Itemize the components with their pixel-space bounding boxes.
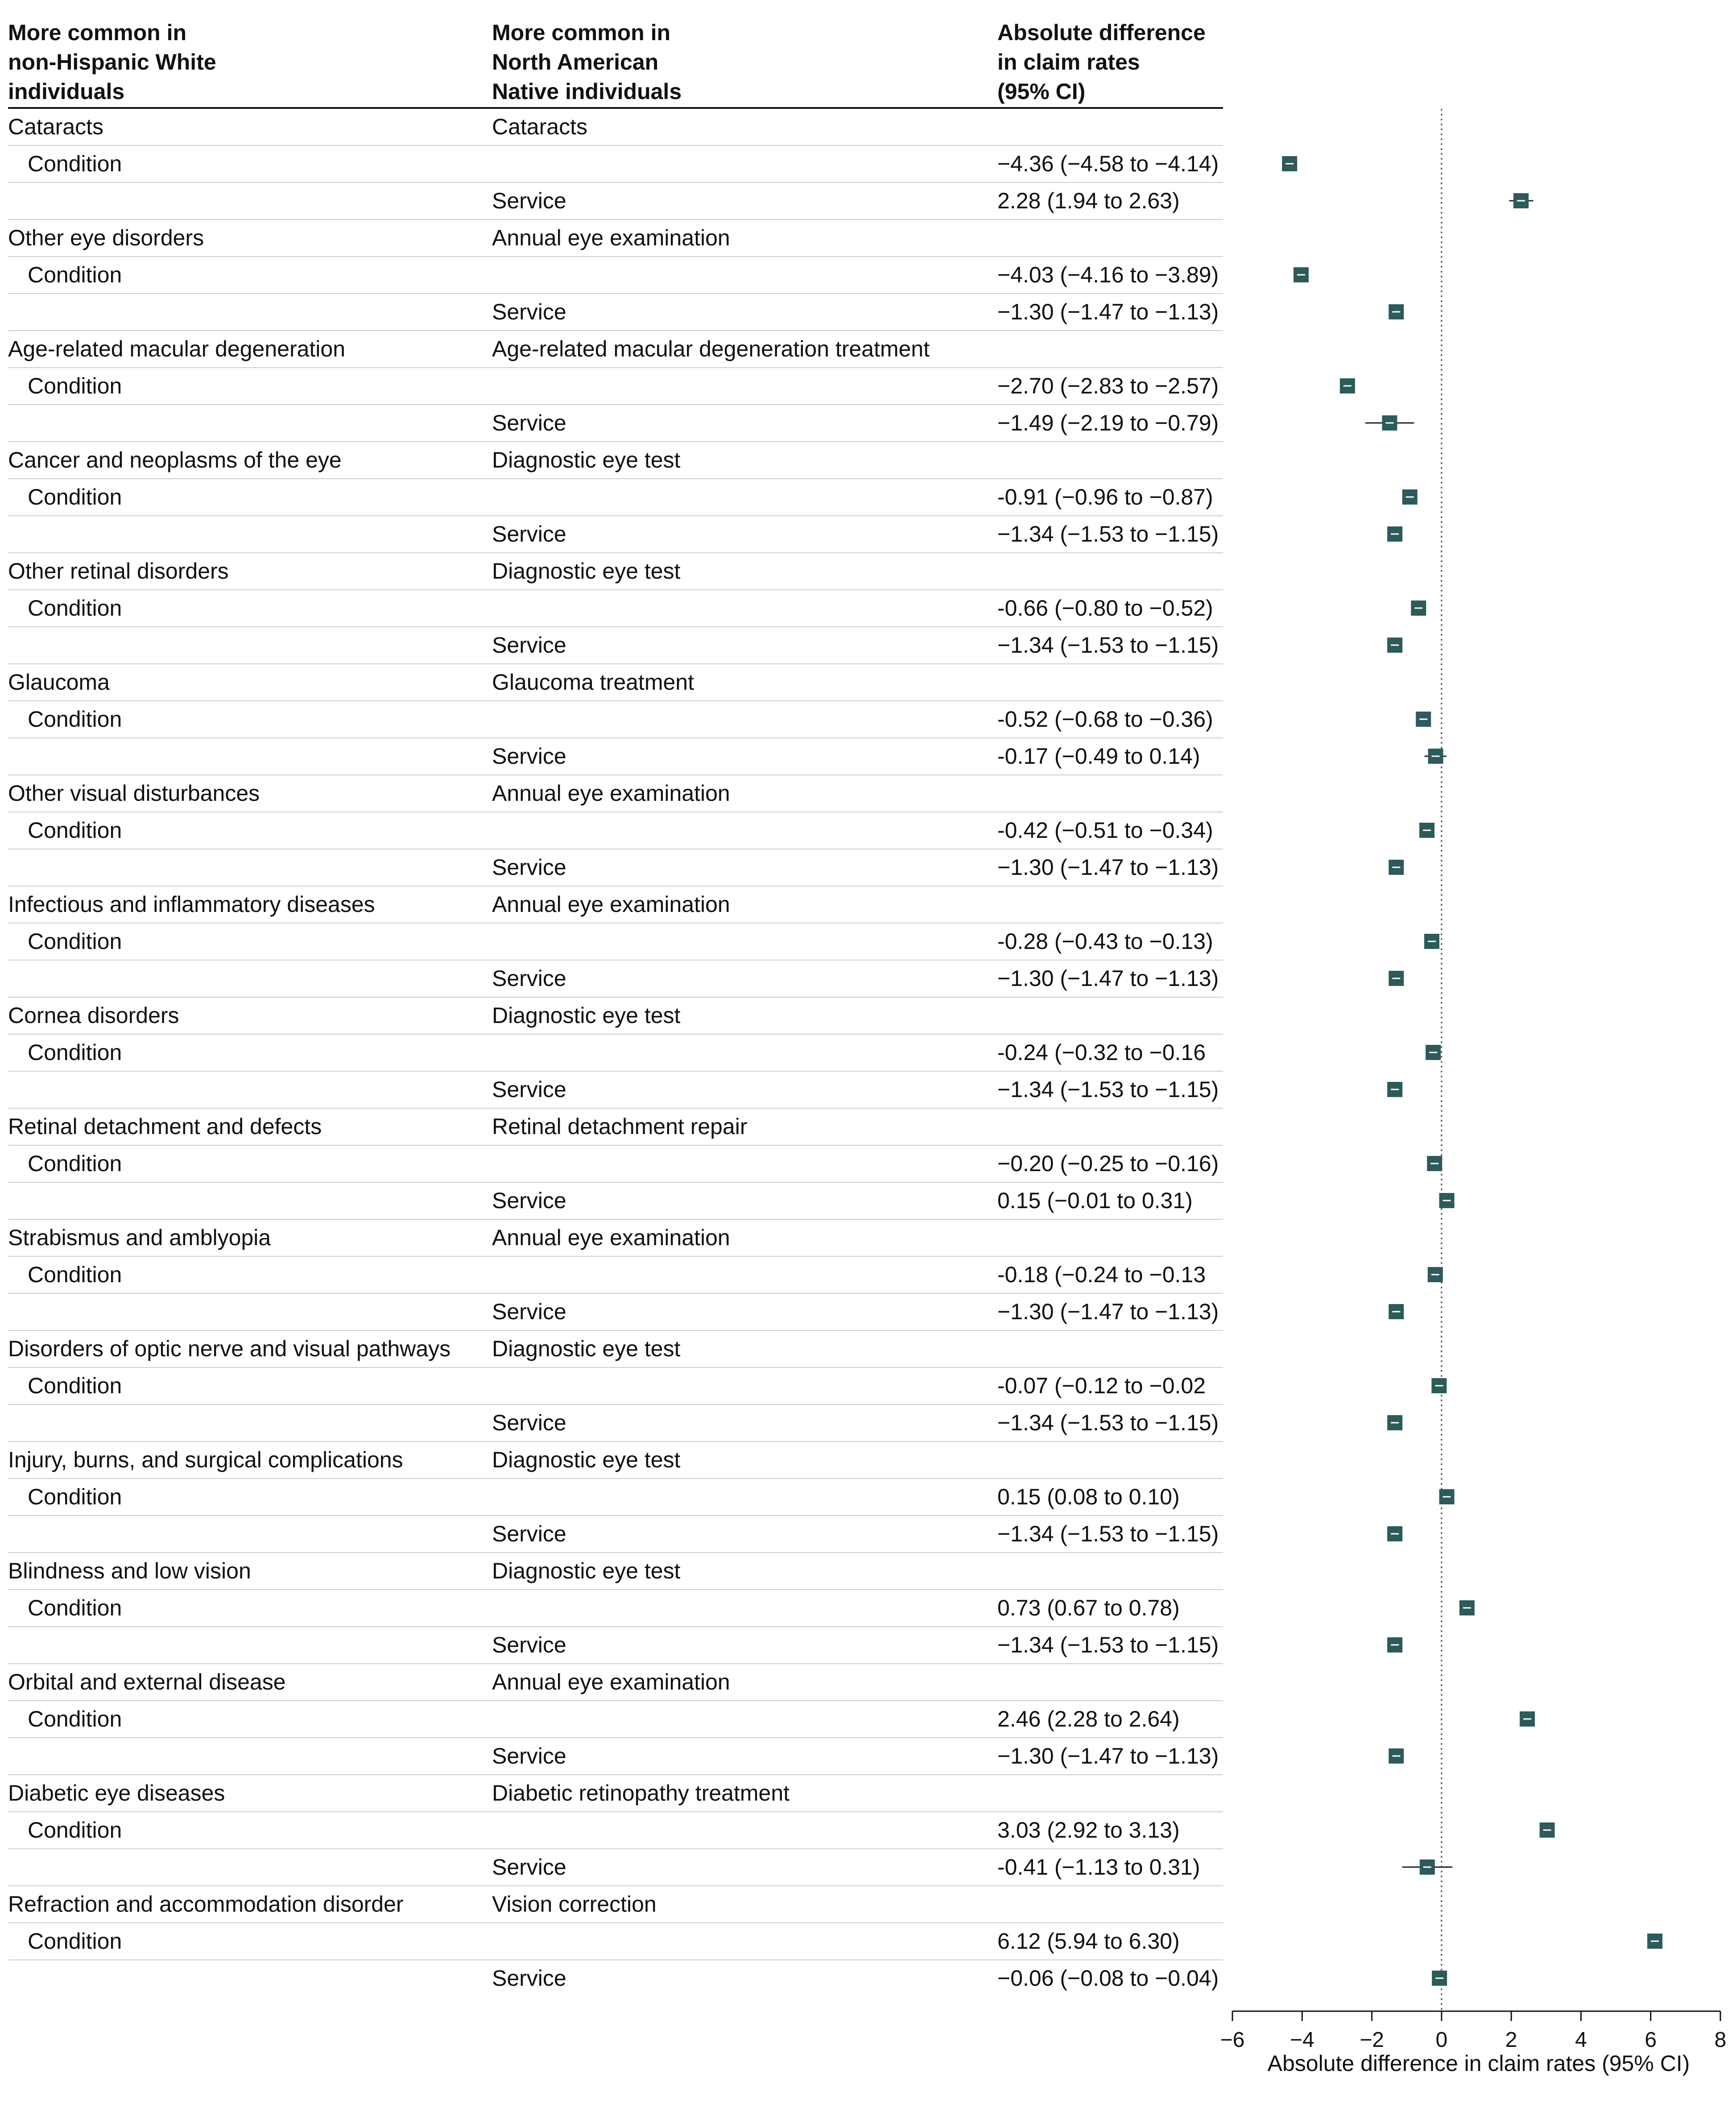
header-line: individuals xyxy=(8,79,125,104)
header-line: North American xyxy=(492,50,659,75)
row-label-condition: Condition xyxy=(28,1151,122,1176)
row-label-condition: Condition xyxy=(28,929,122,954)
ci-value: -0.07 (−0.12 to −0.02 xyxy=(997,1373,1206,1398)
condition-category: Strabismus and amblyopia xyxy=(8,1225,271,1250)
row-label-service: Service xyxy=(492,1188,566,1213)
header-line: More common in xyxy=(492,20,671,45)
service-category: Annual eye examination xyxy=(492,1669,730,1694)
row-label-service: Service xyxy=(492,1521,566,1546)
condition-category: Age-related macular degeneration xyxy=(8,336,346,361)
condition-category: Cancer and neoplasms of the eye xyxy=(8,447,342,472)
condition-category: Cataracts xyxy=(8,114,103,139)
condition-category: Orbital and external disease xyxy=(8,1669,286,1694)
ci-value: -0.24 (−0.32 to −0.16 xyxy=(997,1040,1206,1065)
condition-category: Diabetic eye diseases xyxy=(8,1781,225,1806)
ci-value: −1.34 (−1.53 to −1.15) xyxy=(997,1521,1219,1546)
service-category: Annual eye examination xyxy=(492,1225,730,1250)
x-tick-label: 4 xyxy=(1575,2028,1587,2052)
row-label-condition: Condition xyxy=(28,485,122,509)
ci-value: -0.42 (−0.51 to −0.34) xyxy=(997,818,1213,843)
ci-value: -0.52 (−0.68 to −0.36) xyxy=(997,707,1213,732)
ci-value: -0.28 (−0.43 to −0.13) xyxy=(997,929,1213,954)
header-line: Native individuals xyxy=(492,79,682,104)
row-label-condition: Condition xyxy=(28,1262,122,1287)
condition-category: Infectious and inflammatory diseases xyxy=(8,892,375,917)
service-category: Diagnostic eye test xyxy=(492,1558,681,1583)
condition-category: Other retinal disorders xyxy=(8,559,229,584)
row-label-condition: Condition xyxy=(28,707,122,732)
row-label-condition: Condition xyxy=(28,1706,122,1731)
ci-value: 0.73 (0.67 to 0.78) xyxy=(997,1595,1180,1620)
row-label-condition: Condition xyxy=(28,1373,122,1398)
row-label-condition: Condition xyxy=(28,1818,122,1843)
ci-value: -0.41 (−1.13 to 0.31) xyxy=(997,1855,1200,1880)
header-line: non-Hispanic White xyxy=(8,50,216,75)
ci-value: -0.66 (−0.80 to −0.52) xyxy=(997,596,1213,621)
x-tick-label: 2 xyxy=(1505,2028,1517,2052)
row-label-condition: Condition xyxy=(28,373,122,398)
service-category: Diagnostic eye test xyxy=(492,559,681,584)
x-tick-label: −2 xyxy=(1360,2028,1384,2052)
ci-value: −1.34 (−1.53 to −1.15) xyxy=(997,633,1219,658)
row-label-service: Service xyxy=(492,410,566,435)
row-label-condition: Condition xyxy=(28,151,122,176)
x-axis-title: Absolute difference in claim rates (95% CI) xyxy=(1267,2051,1690,2076)
condition-category: Glaucoma xyxy=(8,670,110,695)
ci-value: −4.03 (−4.16 to −3.89) xyxy=(997,262,1219,287)
row-label-condition: Condition xyxy=(28,1595,122,1620)
service-category: Diagnostic eye test xyxy=(492,1003,681,1028)
condition-category: Blindness and low vision xyxy=(8,1558,251,1583)
x-tick-label: 6 xyxy=(1645,2028,1657,2052)
ci-value: −0.20 (−0.25 to −0.16) xyxy=(997,1151,1219,1176)
service-category: Annual eye examination xyxy=(492,225,730,250)
service-category: Diabetic retinopathy treatment xyxy=(492,1781,790,1806)
service-category: Retinal detachment repair xyxy=(492,1114,748,1139)
service-category: Diagnostic eye test xyxy=(492,1447,681,1472)
ci-value: −0.06 (−0.08 to −0.04) xyxy=(997,1966,1219,1991)
ci-value: −1.30 (−1.47 to −1.13) xyxy=(997,299,1219,324)
service-category: Cataracts xyxy=(492,114,587,139)
service-category: Age-related macular degeneration treatment xyxy=(492,336,930,361)
service-category: Annual eye examination xyxy=(492,892,730,917)
ci-value: 6.12 (5.94 to 6.30) xyxy=(997,1929,1180,1954)
row-label-condition: Condition xyxy=(28,596,122,621)
condition-category: Disorders of optic nerve and visual pathways xyxy=(8,1336,451,1361)
row-label-service: Service xyxy=(492,299,566,324)
ci-value: 0.15 (−0.01 to 0.31) xyxy=(997,1188,1193,1213)
row-label-service: Service xyxy=(492,855,566,880)
x-tick-label: 0 xyxy=(1435,2028,1448,2052)
service-category: Diagnostic eye test xyxy=(492,447,681,472)
service-category: Vision correction xyxy=(492,1892,657,1917)
row-label-service: Service xyxy=(492,1410,566,1435)
condition-category: Retinal detachment and defects xyxy=(8,1114,322,1139)
row-label-service: Service xyxy=(492,966,566,991)
service-category: Diagnostic eye test xyxy=(492,1336,681,1361)
row-label-service: Service xyxy=(492,1077,566,1102)
row-label-service: Service xyxy=(492,1855,566,1880)
ci-value: −1.30 (−1.47 to −1.13) xyxy=(997,855,1219,880)
condition-category: Other eye disorders xyxy=(8,225,204,250)
ci-value: 0.15 (0.08 to 0.10) xyxy=(997,1484,1180,1509)
ci-value: −1.30 (−1.47 to −1.13) xyxy=(997,966,1219,991)
ci-value: -0.91 (−0.96 to −0.87) xyxy=(997,485,1213,509)
ci-value: −1.34 (−1.53 to −1.15) xyxy=(997,1077,1219,1102)
ci-value: -0.17 (−0.49 to 0.14) xyxy=(997,744,1200,769)
row-label-condition: Condition xyxy=(28,1484,122,1509)
ci-value: −2.70 (−2.83 to −2.57) xyxy=(997,373,1219,398)
service-category: Annual eye examination xyxy=(492,781,730,806)
row-label-service: Service xyxy=(492,188,566,213)
row-label-service: Service xyxy=(492,1966,566,1991)
row-label-service: Service xyxy=(492,1744,566,1768)
ci-value: −1.30 (−1.47 to −1.13) xyxy=(997,1299,1219,1324)
x-tick-label: −4 xyxy=(1290,2028,1314,2052)
row-label-condition: Condition xyxy=(28,1929,122,1954)
ci-value: −4.36 (−4.58 to −4.14) xyxy=(997,151,1219,176)
row-label-condition: Condition xyxy=(28,818,122,843)
row-label-condition: Condition xyxy=(28,1040,122,1065)
ci-value: −1.30 (−1.47 to −1.13) xyxy=(997,1744,1219,1768)
ci-value: -0.18 (−0.24 to −0.13 xyxy=(997,1262,1206,1287)
ci-value: 2.46 (2.28 to 2.64) xyxy=(997,1706,1180,1731)
row-label-service: Service xyxy=(492,522,566,547)
condition-category: Injury, burns, and surgical complications xyxy=(8,1447,403,1472)
header-line: Absolute difference xyxy=(997,20,1206,45)
row-label-service: Service xyxy=(492,1632,566,1657)
condition-category: Cornea disorders xyxy=(8,1003,179,1028)
ci-value: 3.03 (2.92 to 3.13) xyxy=(997,1818,1180,1843)
condition-category: Other visual disturbances xyxy=(8,781,260,806)
ci-value: 2.28 (1.94 to 2.63) xyxy=(997,188,1180,213)
header-line: (95% CI) xyxy=(997,79,1086,104)
ci-value: −1.34 (−1.53 to −1.15) xyxy=(997,1632,1219,1657)
service-category: Glaucoma treatment xyxy=(492,670,694,695)
ci-value: −1.49 (−2.19 to −0.79) xyxy=(997,410,1219,435)
ci-value: −1.34 (−1.53 to −1.15) xyxy=(997,1410,1219,1435)
row-label-service: Service xyxy=(492,1299,566,1324)
x-tick-label: 8 xyxy=(1714,2028,1727,2052)
header-line: in claim rates xyxy=(997,50,1140,75)
row-label-service: Service xyxy=(492,744,566,769)
row-label-service: Service xyxy=(492,633,566,658)
row-label-condition: Condition xyxy=(28,262,122,287)
x-tick-label: −6 xyxy=(1220,2028,1245,2052)
condition-category: Refraction and accommodation disorder xyxy=(8,1892,404,1917)
header-line: More common in xyxy=(8,20,187,45)
ci-value: −1.34 (−1.53 to −1.15) xyxy=(997,522,1219,547)
